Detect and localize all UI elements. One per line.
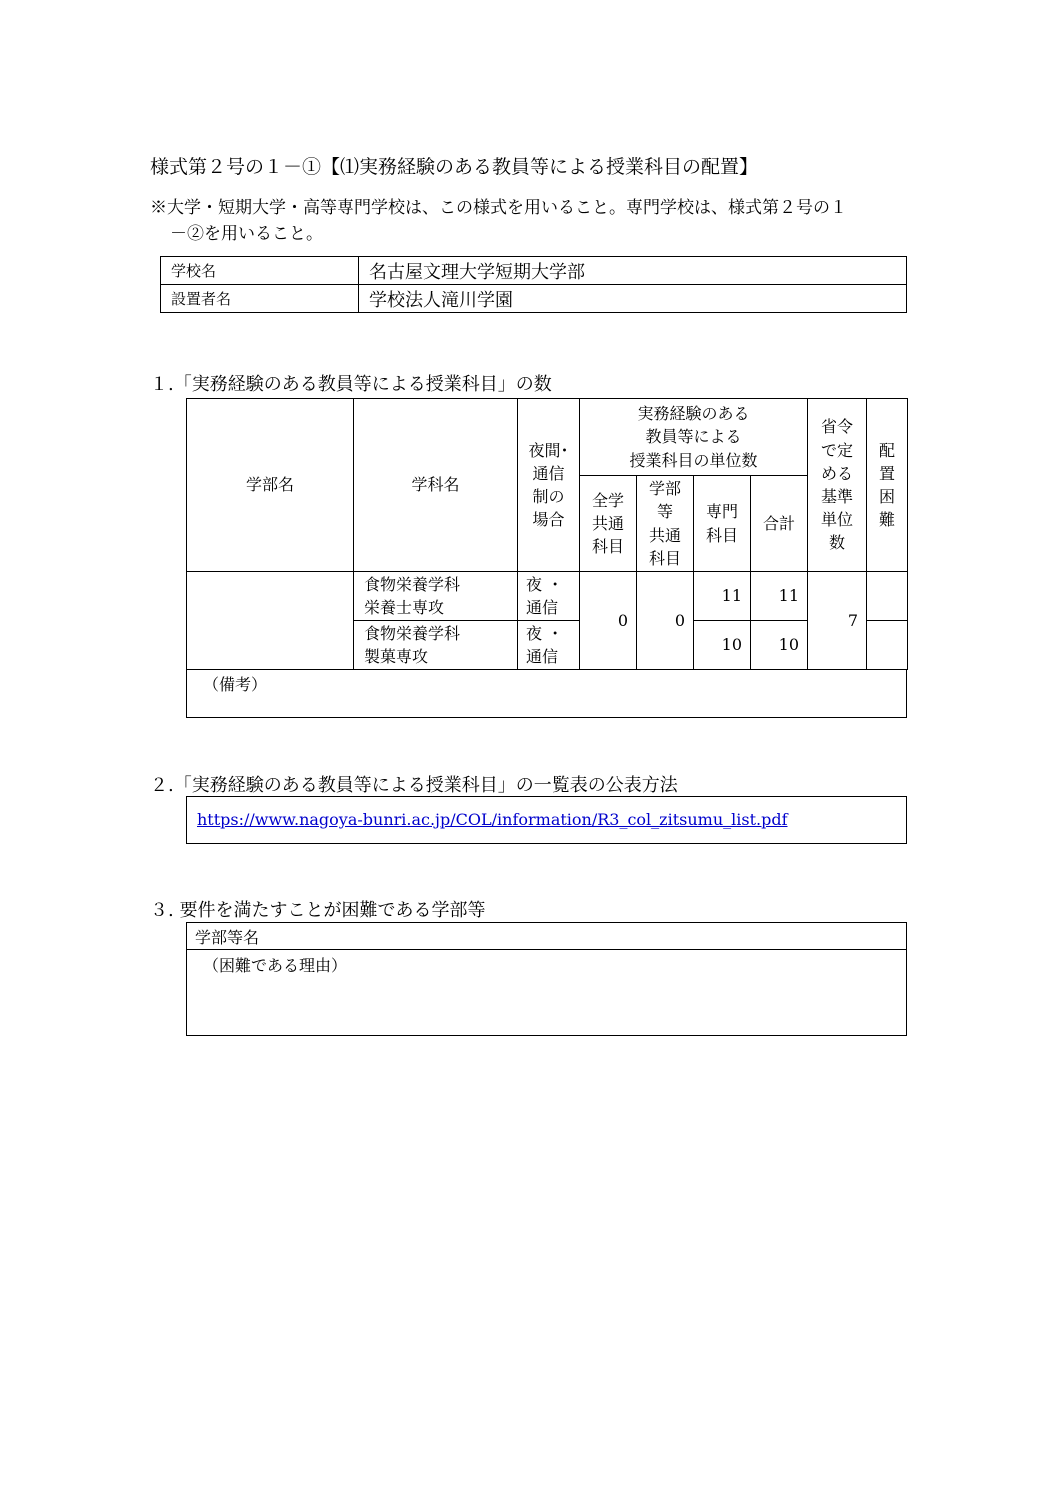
specialized-value: 10 xyxy=(694,621,751,670)
units-group-header: 実務経験のある 教員等による 授業科目の単位数 xyxy=(580,399,808,476)
remarks-box xyxy=(186,669,907,718)
difficulty-box xyxy=(186,922,907,1036)
section1-heading: １.「実務経験のある教員等による授業科目」の数 xyxy=(150,374,552,395)
school-name-value: 名古屋文理大学短期大学部 xyxy=(359,257,907,285)
common-all-value: 0 xyxy=(580,572,637,670)
course-count-table xyxy=(186,398,908,670)
faculty-name-row xyxy=(187,923,906,950)
department-cell: 食物栄養学科 栄養士専攻 xyxy=(354,572,518,621)
reason-label: （困難である理由） xyxy=(203,956,348,975)
standard-units-value: 7 xyxy=(808,572,867,670)
difficulty-header: 配 置 困 難 xyxy=(867,399,908,572)
school-name-label: 学校名 xyxy=(161,257,359,285)
specialized-value: 11 xyxy=(694,572,751,621)
usage-note-line2: －②を用いること。 xyxy=(170,224,323,244)
common-all-header: 全学 共通 科目 xyxy=(580,476,637,572)
night-cell: 夜 ・ 通信 xyxy=(518,572,580,621)
total-header: 合計 xyxy=(751,476,808,572)
remarks-label: （備考） xyxy=(203,675,268,694)
total-value: 10 xyxy=(751,621,808,670)
usage-note-line1: ※大学・短期大学・高等専門学校は、この様式を用いること。専門学校は、様式第２号の１ xyxy=(150,198,847,218)
publication-url-box xyxy=(186,796,907,844)
faculty-header: 学部名 xyxy=(187,399,354,572)
founder-name-value: 学校法人滝川学園 xyxy=(359,285,907,313)
difficulty-cell xyxy=(867,572,908,621)
table-row xyxy=(187,572,908,621)
standard-units-header: 省令 で定 める 基準 単位 数 xyxy=(808,399,867,572)
common-faculty-header: 学部 等 共通 科目 xyxy=(637,476,694,572)
department-header: 学科名 xyxy=(354,399,518,572)
department-cell: 食物栄養学科 製菓専攻 xyxy=(354,621,518,670)
publication-url-link[interactable]: https://www.nagoya-bunri.ac.jp/COL/information/R3_col_zitsumu_list.pdf xyxy=(197,810,788,829)
night-cell: 夜 ・ 通信 xyxy=(518,621,580,670)
form-title: 様式第２号の１－①【⑴実務経験のある教員等による授業科目の配置】 xyxy=(150,156,759,178)
common-faculty-value: 0 xyxy=(637,572,694,670)
specialized-header: 専門 科目 xyxy=(694,476,751,572)
founder-name-label: 設置者名 xyxy=(161,285,359,313)
faculty-cell xyxy=(187,572,354,670)
faculty-name-label: 学部等名 xyxy=(195,928,260,947)
section2-heading: ２.「実務経験のある教員等による授業科目」の一覧表の公表方法 xyxy=(150,775,678,796)
school-info-table xyxy=(160,256,907,313)
total-value: 11 xyxy=(751,572,808,621)
night-header: 夜間･ 通信 制の 場合 xyxy=(518,399,580,572)
section3-heading: ３. 要件を満たすことが困難である学部等 xyxy=(150,900,486,921)
difficulty-cell xyxy=(867,621,908,670)
